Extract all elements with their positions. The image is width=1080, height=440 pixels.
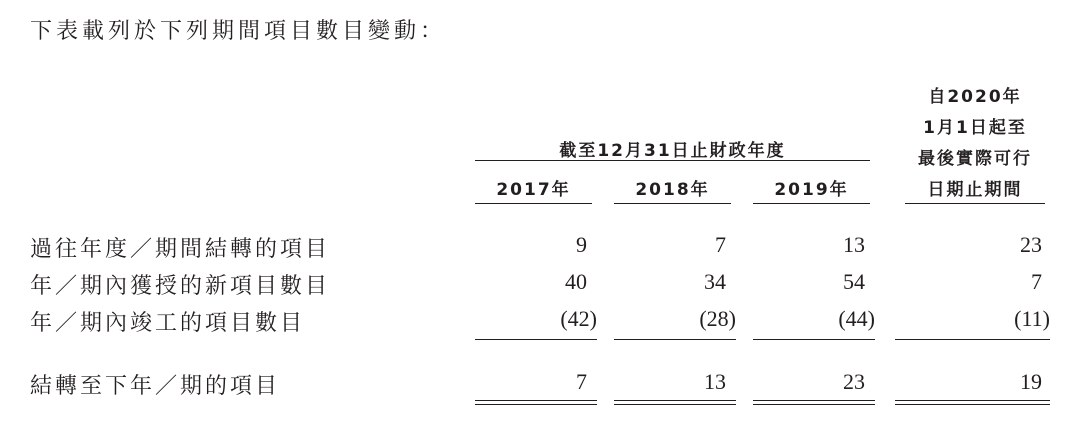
subtotal-rule-2019 — [753, 339, 875, 340]
total-double-rule-2018 — [614, 400, 736, 405]
row-label-completed: 年／期內竣工的項目數目 — [30, 311, 306, 336]
cell-completed-2018: (28) — [699, 306, 736, 331]
row-label-new-awarded: 年／期內獲授的新項目數目 — [30, 274, 331, 299]
total-double-rule-2017 — [475, 400, 597, 405]
column-header-rule-2017 — [475, 203, 592, 204]
row-label-carried-forward: 結轉至下年／期的項目 — [30, 374, 281, 399]
subtotal-rule-2020 — [895, 339, 1050, 340]
last-column-header-line-1: 自2020年 — [928, 87, 1022, 107]
total-cell-2019: 23 — [843, 369, 865, 394]
cell-brought-forward-2020: 23 — [1020, 232, 1042, 257]
cell-brought-forward-2017: 9 — [576, 232, 587, 257]
cell-brought-forward-2018: 7 — [715, 232, 726, 257]
period-group-rule — [475, 160, 870, 161]
cell-completed-2019: (44) — [838, 306, 875, 331]
column-header-2018: 2018年 — [635, 180, 710, 200]
row-label-brought-forward: 過往年度／期間結轉的項目 — [30, 237, 331, 262]
total-cell-2020: 19 — [1020, 369, 1042, 394]
last-column-header-line-3: 最後實際可行 — [918, 149, 1032, 169]
period-group-header: 截至12月31日止財政年度 — [559, 141, 786, 161]
column-header-rule-2019 — [753, 203, 870, 204]
last-column-header-line-2: 1月1日起至 — [923, 118, 1027, 138]
last-column-header-line-4: 日期止期間 — [927, 180, 1023, 200]
cell-completed-2017: (42) — [560, 306, 597, 331]
cell-new-awarded-2018: 34 — [704, 269, 726, 294]
cell-new-awarded-2019: 54 — [843, 269, 865, 294]
total-cell-2018: 13 — [704, 369, 726, 394]
column-header-2019: 2019年 — [774, 180, 849, 200]
cell-completed-2020: (11) — [1014, 306, 1050, 331]
subtotal-rule-2017 — [475, 339, 597, 340]
column-header-2017: 2017年 — [496, 180, 571, 200]
total-double-rule-2019 — [753, 400, 875, 405]
column-header-rule-2018 — [614, 203, 731, 204]
total-cell-2017: 7 — [576, 369, 587, 394]
subtotal-rule-2018 — [614, 339, 736, 340]
total-double-rule-2020 — [895, 400, 1050, 405]
last-column-header-rule — [905, 203, 1045, 204]
cell-new-awarded-2020: 7 — [1031, 269, 1042, 294]
intro-text: 下表載列於下列期間項目數目變動： — [30, 19, 447, 44]
cell-new-awarded-2017: 40 — [565, 269, 587, 294]
cell-brought-forward-2019: 13 — [843, 232, 865, 257]
